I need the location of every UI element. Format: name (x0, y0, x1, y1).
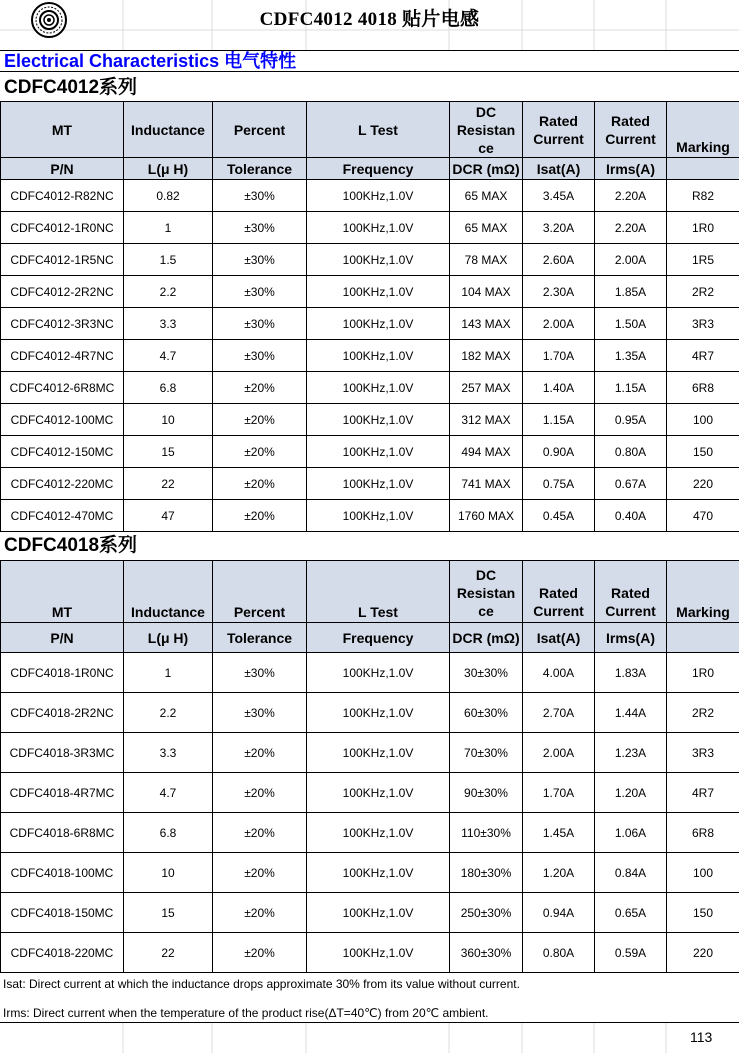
cell-part-number: CDFC4012-1R0NC (1, 212, 124, 244)
cell-irms: 2.20A (595, 212, 667, 244)
cell-dcr: 60±30% (450, 693, 523, 733)
cell-isat: 1.20A (523, 853, 595, 893)
table-row (1, 244, 739, 276)
cell-marking: 1R0 (667, 212, 739, 244)
cell-isat: 1.40A (523, 372, 595, 404)
cell-inductance: 0.82 (124, 180, 213, 212)
col-header-percent: Percent (213, 102, 307, 158)
cell-marking: 220 (667, 933, 739, 973)
cell-dcr: 180±30% (450, 853, 523, 893)
cell-inductance: 10 (124, 853, 213, 893)
cell-tolerance: ±20% (213, 853, 307, 893)
cell-irms: 0.84A (595, 853, 667, 893)
cell-inductance: 2.2 (124, 693, 213, 733)
cell-marking: 3R3 (667, 308, 739, 340)
cell-marking: 2R2 (667, 693, 739, 733)
cell-test-frequency: 100KHz,1.0V (307, 404, 450, 436)
cell-test-frequency: 100KHz,1.0V (307, 436, 450, 468)
table-row (1, 853, 739, 893)
cell-inductance: 22 (124, 933, 213, 973)
cell-tolerance: ±30% (213, 340, 307, 372)
cell-inductance: 22 (124, 468, 213, 500)
cell-tolerance: ±20% (213, 893, 307, 933)
col-subheader-l: L(μ H) (124, 158, 213, 180)
table-row (1, 404, 739, 436)
cell-isat: 0.45A (523, 500, 595, 532)
col-subheader-marking (667, 623, 739, 653)
cell-test-frequency: 100KHz,1.0V (307, 340, 450, 372)
cell-test-frequency: 100KHz,1.0V (307, 276, 450, 308)
spec-table-cdfc4012 (0, 101, 739, 532)
col-subheader-irms: Irms(A) (595, 623, 667, 653)
col-subheader-dcr: DCR (mΩ) (450, 158, 523, 180)
cell-marking: 6R8 (667, 372, 739, 404)
cell-part-number: CDFC4018-4R7MC (1, 773, 124, 813)
cell-tolerance: ±20% (213, 468, 307, 500)
cell-irms: 2.20A (595, 180, 667, 212)
cell-tolerance: ±20% (213, 436, 307, 468)
table-row (1, 500, 739, 532)
cell-tolerance: ±30% (213, 653, 307, 693)
cell-tolerance: ±20% (213, 813, 307, 853)
cell-isat: 1.45A (523, 813, 595, 853)
col-subheader-marking (667, 158, 739, 180)
col-subheader-isat: Isat(A) (523, 158, 595, 180)
cell-isat: 0.94A (523, 893, 595, 933)
cell-test-frequency: 100KHz,1.0V (307, 653, 450, 693)
cell-inductance: 1 (124, 212, 213, 244)
cell-irms: 0.40A (595, 500, 667, 532)
cell-part-number: CDFC4012-100MC (1, 404, 124, 436)
cell-test-frequency: 100KHz,1.0V (307, 468, 450, 500)
cell-isat: 2.00A (523, 733, 595, 773)
note-irms: Irms: Direct current when the temperature of the product rise(ΔT=40℃) from 20℃ ambient. (3, 1006, 489, 1020)
cell-inductance: 15 (124, 893, 213, 933)
cell-isat: 4.00A (523, 653, 595, 693)
table-row (1, 212, 739, 244)
cell-test-frequency: 100KHz,1.0V (307, 813, 450, 853)
col-header-dc-resistance: DC Resistan ce (450, 561, 523, 623)
table-row (1, 653, 739, 693)
cell-irms: 1.06A (595, 813, 667, 853)
col-header-marking: Marking (667, 561, 739, 623)
cell-irms: 1.85A (595, 276, 667, 308)
col-subheader-frequency: Frequency (307, 623, 450, 653)
section-title: Electrical Characteristics 电气特性 (4, 51, 297, 71)
cell-marking: 220 (667, 468, 739, 500)
cell-part-number: CDFC4012-150MC (1, 436, 124, 468)
cell-dcr: 1760 MAX (450, 500, 523, 532)
cell-part-number: CDFC4018-220MC (1, 933, 124, 973)
cell-dcr: 143 MAX (450, 308, 523, 340)
cell-isat: 3.20A (523, 212, 595, 244)
cell-dcr: 104 MAX (450, 276, 523, 308)
table-row (1, 276, 739, 308)
cell-part-number: CDFC4012-220MC (1, 468, 124, 500)
table-row (1, 933, 739, 973)
cell-marking: 4R7 (667, 340, 739, 372)
cell-test-frequency: 100KHz,1.0V (307, 500, 450, 532)
cell-part-number: CDFC4018-100MC (1, 853, 124, 893)
cell-irms: 1.50A (595, 308, 667, 340)
cell-irms: 1.23A (595, 733, 667, 773)
cell-isat: 1.70A (523, 340, 595, 372)
col-header-dc-resistance: DC Resistan ce (450, 102, 523, 158)
table-row (1, 180, 739, 212)
cell-part-number: CDFC4012-4R7NC (1, 340, 124, 372)
col-header-rated-current-irms: Rated Current (595, 561, 667, 623)
cell-tolerance: ±30% (213, 244, 307, 276)
cell-marking: 100 (667, 853, 739, 893)
cell-test-frequency: 100KHz,1.0V (307, 933, 450, 973)
col-subheader-pn: P/N (1, 158, 124, 180)
table-row (1, 693, 739, 733)
table-row (1, 733, 739, 773)
col-subheader-tolerance: Tolerance (213, 623, 307, 653)
series-title-cdfc4012: CDFC4012系列 (4, 77, 138, 98)
cell-tolerance: ±30% (213, 180, 307, 212)
cell-marking: 6R8 (667, 813, 739, 853)
cell-part-number: CDFC4012-R82NC (1, 180, 124, 212)
cell-isat: 3.45A (523, 180, 595, 212)
cell-tolerance: ±20% (213, 404, 307, 436)
table-body-cdfc4012 (1, 180, 739, 532)
cell-part-number: CDFC4018-6R8MC (1, 813, 124, 853)
cell-irms: 0.67A (595, 468, 667, 500)
cell-marking: 4R7 (667, 773, 739, 813)
col-header-mt: MT (1, 561, 124, 623)
cell-marking: 150 (667, 436, 739, 468)
cell-marking: 2R2 (667, 276, 739, 308)
table-row (1, 436, 739, 468)
cell-inductance: 3.3 (124, 308, 213, 340)
cell-isat: 0.90A (523, 436, 595, 468)
cell-tolerance: ±30% (213, 212, 307, 244)
col-subheader-irms: Irms(A) (595, 158, 667, 180)
cell-irms: 1.44A (595, 693, 667, 733)
cell-tolerance: ±30% (213, 693, 307, 733)
cell-irms: 0.95A (595, 404, 667, 436)
footer-rule (0, 1022, 739, 1023)
cell-marking: 470 (667, 500, 739, 532)
cell-inductance: 4.7 (124, 340, 213, 372)
cell-marking: 150 (667, 893, 739, 933)
series-title-cdfc4018: CDFC4018系列 (4, 535, 138, 556)
cell-dcr: 90±30% (450, 773, 523, 813)
cell-dcr: 30±30% (450, 653, 523, 693)
cell-dcr: 741 MAX (450, 468, 523, 500)
cell-part-number: CDFC4018-2R2NC (1, 693, 124, 733)
cell-part-number: CDFC4018-150MC (1, 893, 124, 933)
cell-inductance: 10 (124, 404, 213, 436)
cell-isat: 2.60A (523, 244, 595, 276)
table-row (1, 468, 739, 500)
cell-irms: 1.15A (595, 372, 667, 404)
table-row (1, 893, 739, 933)
cell-part-number: CDFC4012-1R5NC (1, 244, 124, 276)
col-header-rated-current-isat: Rated Current (523, 102, 595, 158)
col-header-inductance: Inductance (124, 561, 213, 623)
cell-marking: 3R3 (667, 733, 739, 773)
cell-isat: 2.30A (523, 276, 595, 308)
cell-test-frequency: 100KHz,1.0V (307, 893, 450, 933)
table-row (1, 340, 739, 372)
cell-dcr: 250±30% (450, 893, 523, 933)
cell-inductance: 2.2 (124, 276, 213, 308)
cell-dcr: 65 MAX (450, 180, 523, 212)
cell-dcr: 360±30% (450, 933, 523, 973)
cell-isat: 0.75A (523, 468, 595, 500)
note-isat: Isat: Direct current at which the inductance drops approximate 30% from its value without current. (3, 977, 520, 991)
cell-dcr: 494 MAX (450, 436, 523, 468)
cell-test-frequency: 100KHz,1.0V (307, 773, 450, 813)
table-row (1, 308, 739, 340)
col-subheader-dcr: DCR (mΩ) (450, 623, 523, 653)
cell-test-frequency: 100KHz,1.0V (307, 853, 450, 893)
col-subheader-pn: P/N (1, 623, 124, 653)
cell-isat: 0.80A (523, 933, 595, 973)
cell-inductance: 4.7 (124, 773, 213, 813)
cell-irms: 1.35A (595, 340, 667, 372)
cell-irms: 1.20A (595, 773, 667, 813)
cell-dcr: 110±30% (450, 813, 523, 853)
cell-part-number: CDFC4018-3R3MC (1, 733, 124, 773)
cell-tolerance: ±20% (213, 372, 307, 404)
cell-tolerance: ±30% (213, 276, 307, 308)
cell-tolerance: ±20% (213, 933, 307, 973)
col-header-rated-current-isat: Rated Current (523, 561, 595, 623)
cell-irms: 0.59A (595, 933, 667, 973)
cell-test-frequency: 100KHz,1.0V (307, 372, 450, 404)
cell-inductance: 1 (124, 653, 213, 693)
col-header-l-test: L Test (307, 561, 450, 623)
cell-dcr: 257 MAX (450, 372, 523, 404)
page-number: 113 (690, 1029, 713, 1045)
cell-isat: 1.15A (523, 404, 595, 436)
cell-isat: 2.00A (523, 308, 595, 340)
spec-table-cdfc4018 (0, 560, 739, 973)
table-row (1, 813, 739, 853)
cell-part-number: CDFC4012-6R8MC (1, 372, 124, 404)
cell-part-number: CDFC4012-2R2NC (1, 276, 124, 308)
cell-tolerance: ±20% (213, 733, 307, 773)
col-header-l-test: L Test (307, 102, 450, 158)
cell-tolerance: ±30% (213, 308, 307, 340)
cell-test-frequency: 100KHz,1.0V (307, 244, 450, 276)
cell-dcr: 78 MAX (450, 244, 523, 276)
table-row (1, 372, 739, 404)
col-subheader-tolerance: Tolerance (213, 158, 307, 180)
col-header-percent: Percent (213, 561, 307, 623)
cell-test-frequency: 100KHz,1.0V (307, 212, 450, 244)
cell-dcr: 70±30% (450, 733, 523, 773)
cell-irms: 0.65A (595, 893, 667, 933)
cell-test-frequency: 100KHz,1.0V (307, 733, 450, 773)
cell-part-number: CDFC4012-470MC (1, 500, 124, 532)
cell-part-number: CDFC4018-1R0NC (1, 653, 124, 693)
cell-isat: 2.70A (523, 693, 595, 733)
col-subheader-isat: Isat(A) (523, 623, 595, 653)
col-subheader-frequency: Frequency (307, 158, 450, 180)
cell-inductance: 15 (124, 436, 213, 468)
cell-irms: 1.83A (595, 653, 667, 693)
cell-test-frequency: 100KHz,1.0V (307, 308, 450, 340)
cell-dcr: 182 MAX (450, 340, 523, 372)
col-subheader-l: L(μ H) (124, 623, 213, 653)
cell-test-frequency: 100KHz,1.0V (307, 693, 450, 733)
col-header-rated-current-irms: Rated Current (595, 102, 667, 158)
document-title: CDFC4012 4018 贴片电感 (259, 9, 480, 30)
cell-irms: 2.00A (595, 244, 667, 276)
col-header-mt: MT (1, 102, 124, 158)
cell-test-frequency: 100KHz,1.0V (307, 180, 450, 212)
cell-marking: 1R0 (667, 653, 739, 693)
cell-marking: 1R5 (667, 244, 739, 276)
cell-inductance: 1.5 (124, 244, 213, 276)
cell-dcr: 65 MAX (450, 212, 523, 244)
cell-tolerance: ±20% (213, 500, 307, 532)
table-body-cdfc4018 (1, 653, 739, 973)
cell-inductance: 6.8 (124, 813, 213, 853)
col-header-marking: Marking (667, 102, 739, 158)
cell-inductance: 3.3 (124, 733, 213, 773)
cell-marking: R82 (667, 180, 739, 212)
cell-inductance: 47 (124, 500, 213, 532)
col-header-inductance: Inductance (124, 102, 213, 158)
cell-dcr: 312 MAX (450, 404, 523, 436)
cell-tolerance: ±20% (213, 773, 307, 813)
cell-part-number: CDFC4012-3R3NC (1, 308, 124, 340)
cell-inductance: 6.8 (124, 372, 213, 404)
cell-isat: 1.70A (523, 773, 595, 813)
cell-irms: 0.80A (595, 436, 667, 468)
table-row (1, 773, 739, 813)
cell-marking: 100 (667, 404, 739, 436)
